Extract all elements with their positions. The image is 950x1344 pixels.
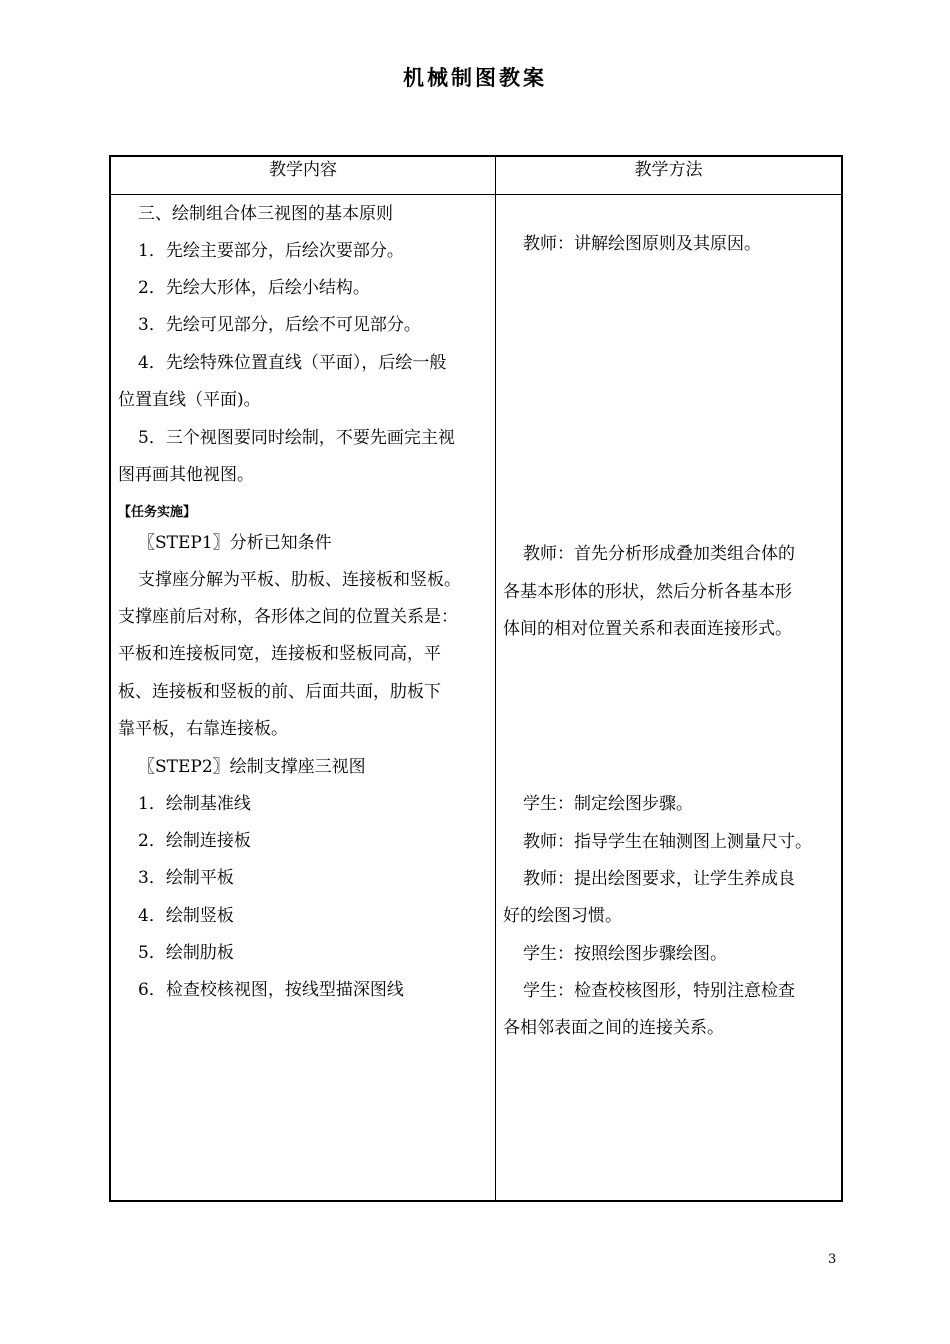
step-item: 6．检查校核视图，按线型描深图线	[138, 980, 404, 1000]
content-line: 4．先绘特殊位置直线（平面），后绘一般	[138, 353, 447, 373]
step-item: 4．绘制竖板	[138, 906, 234, 926]
step-item: 1．绘制基准线	[138, 794, 251, 814]
step-item: 2．绘制连接板	[138, 831, 251, 851]
content-line: 支撑座分解为平板、肋板、连接板和竖板。	[138, 570, 461, 590]
method-line: 学生：按照绘图步骤绘图。	[523, 944, 727, 964]
page-number: 3	[828, 1252, 837, 1267]
content-line: 图再画其他视图。	[118, 465, 254, 485]
method-line: 学生：检查校核图形，特别注意检查	[523, 981, 795, 1001]
content-line: 靠平板，右靠连接板。	[118, 719, 288, 739]
step-item: 5．绘制肋板	[138, 943, 234, 963]
column-divider	[495, 157, 496, 1200]
task-implementation-heading: 【任务实施】	[118, 505, 197, 520]
content-line: 位置直线（平面)。	[118, 390, 261, 410]
step2-heading: 〖STEP2〗绘制支撑座三视图	[138, 757, 366, 777]
content-line: 2．先绘大形体，后绘小结构。	[138, 278, 370, 298]
method-line: 各基本形体的形状，然后分析各基本形	[503, 582, 792, 602]
content-line: 5．三个视图要同时绘制，不要先画完主视	[138, 428, 455, 448]
step-item: 3．绘制平板	[138, 868, 234, 888]
header-teaching-method: 教学方法	[634, 160, 703, 180]
method-line: 教师：提出绘图要求，让学生养成良	[523, 869, 795, 889]
content-line: 支撑座前后对称，各形体之间的位置关系是：	[118, 607, 458, 627]
content-line: 3．先绘可见部分，后绘不可见部分。	[138, 315, 421, 335]
content-line: 板、连接板和竖板的前、后面共面，肋板下	[118, 682, 441, 702]
step1-heading: 〖STEP1〗分析已知条件	[138, 533, 332, 553]
method-line: 教师：指导学生在轴测图上测量尺寸。	[523, 832, 812, 852]
method-line: 学生：制定绘图步骤。	[523, 794, 693, 814]
header-teaching-content: 教学内容	[269, 160, 337, 180]
method-line: 各相邻表面之间的连接关系。	[503, 1018, 724, 1038]
method-line: 好的绘图习惯。	[503, 906, 622, 926]
document-title: 机械制图教案	[403, 66, 547, 90]
header-divider	[111, 194, 841, 195]
method-line: 教师：讲解绘图原则及其原因。	[523, 234, 761, 254]
content-line: 平板和连接板同宽，连接板和竖板同高，平	[118, 644, 441, 664]
content-line: 三、绘制组合体三视图的基本原则	[138, 204, 393, 224]
method-line: 体间的相对位置关系和表面连接形式。	[503, 619, 792, 639]
content-line: 1．先绘主要部分，后绘次要部分。	[138, 241, 404, 261]
method-line: 教师：首先分析形成叠加类组合体的	[523, 544, 795, 564]
